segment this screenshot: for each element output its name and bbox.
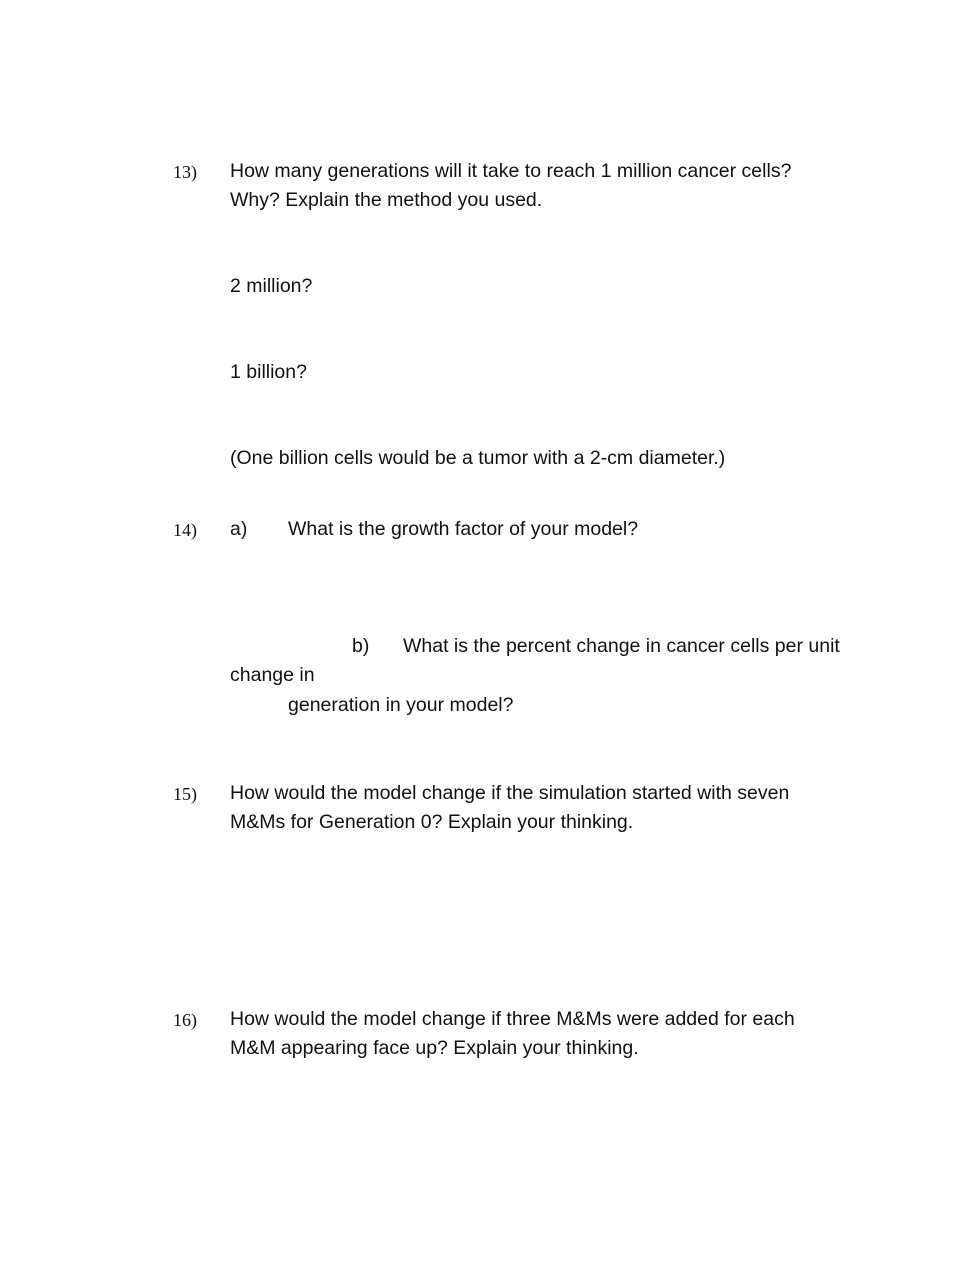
question-14-part-b-label: b) (352, 635, 370, 657)
question-15-text-line-1: How would the model change if the simulation started with seven (230, 782, 790, 804)
question-14-part-b-text-line-3: generation in your model? (288, 694, 514, 716)
question-16-number: 16) (173, 1010, 197, 1030)
question-14-number: 14) (173, 520, 197, 540)
question-13-followup-1-billion: 1 billion? (230, 361, 307, 383)
question-13-note: (One billion cells would be a tumor with a 2-cm diameter.) (230, 447, 726, 469)
question-15-number: 15) (173, 784, 197, 804)
question-14-part-a-label: a) (230, 518, 248, 540)
question-16-text-line-2: M&M appearing face up? Explain your thinking. (230, 1037, 639, 1059)
question-14-part-a-text: What is the growth factor of your model? (288, 518, 639, 540)
question-16-text-line-1: How would the model change if three M&Ms were added for each (230, 1008, 795, 1030)
question-13-number: 13) (173, 162, 197, 182)
question-13-text-line-2: Why? Explain the method you used. (230, 189, 543, 211)
question-13-followup-2-million: 2 million? (230, 275, 313, 297)
question-14-part-b-text-line-1: What is the percent change in cancer cells per unit (403, 635, 840, 657)
question-13-text-line-1: How many generations will it take to reach 1 million cancer cells? (230, 160, 792, 182)
question-15-text-line-2: M&Ms for Generation 0? Explain your thinking. (230, 811, 634, 833)
question-14-part-b-text-line-2: change in (230, 664, 315, 686)
